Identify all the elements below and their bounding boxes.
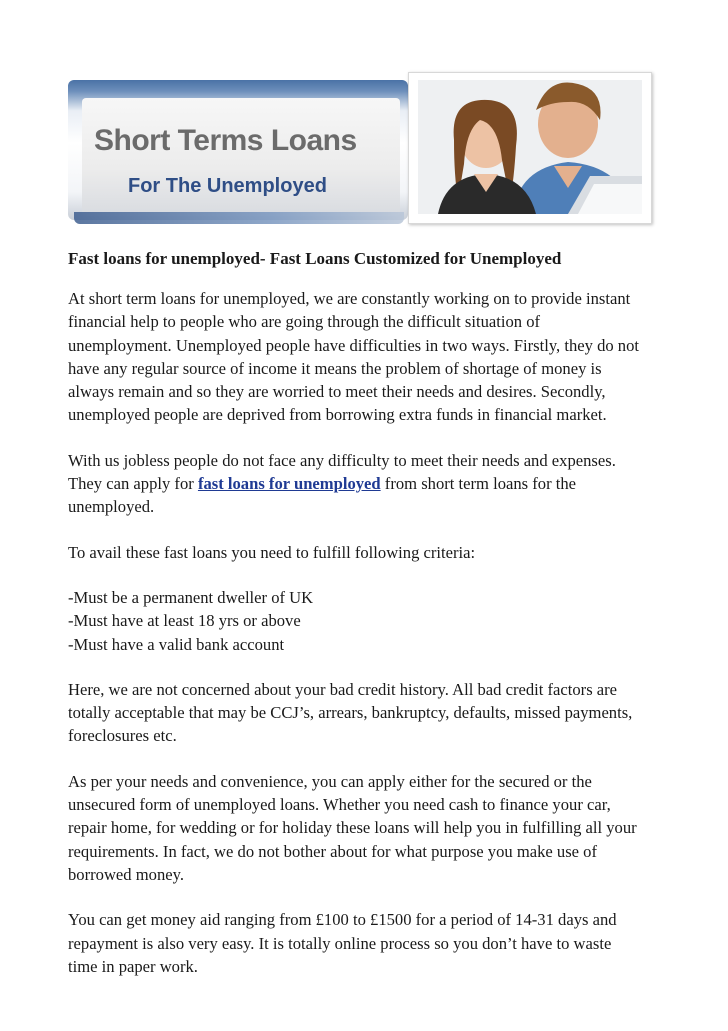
text-line: unemployed. — [68, 497, 155, 517]
text-line: totally acceptable that may be CCJ’s, arrears, bankruptcy, defaults, missed payments, — [68, 703, 633, 723]
couple-photo — [418, 80, 642, 214]
text-line: You can get money aid ranging from £100 to £1500 for a period of 14-31 days and — [68, 910, 617, 930]
text-line: always remain and so they are worried to meet their needs and desires. Secondly, — [68, 382, 606, 402]
text-line: unemployed people are deprived from borrowing extra funds in financial market. — [68, 405, 607, 425]
logo — [68, 80, 408, 220]
logo-subtitle: For The Unemployed — [128, 175, 327, 197]
text-segment: from short term loans for the — [380, 474, 577, 494]
text-line: repair home, for wedding or for holiday these loans will help you in fulfilling all your — [68, 818, 637, 838]
criteria-item: -Must have at least 18 yrs or above — [68, 611, 301, 631]
text-line: repayment is also very easy. It is totally online process so you don’t have to waste — [68, 933, 612, 953]
criteria-item: -Must have a valid bank account — [68, 634, 285, 654]
paragraph-bad-credit — [68, 678, 668, 748]
paragraph-apply — [68, 449, 668, 519]
criteria-item: -Must be a permanent dweller of UK — [68, 587, 314, 607]
article-heading: Fast loans for unemployed- Fast Loans Customized for Unemployed — [68, 249, 562, 268]
text-line: As per your needs and convenience, you can apply either for the secured or the — [68, 771, 592, 791]
article — [68, 248, 668, 1000]
text-line: time in paper work. — [68, 956, 198, 976]
text-line: At short term loans for unemployed, we are constantly working on to provide instant — [68, 289, 631, 308]
paragraph-loan-forms — [68, 770, 668, 886]
text-line: Here, we are not concerned about your bad credit history. All bad credit factors are — [68, 679, 618, 699]
paragraph-criteria-intro: To avail these fast loans you need to fulfill following criteria: — [68, 542, 476, 562]
text-line: With us jobless people do not face any difficulty to meet their needs and expenses. — [68, 450, 616, 470]
text-line: foreclosures etc. — [68, 726, 177, 746]
text-line: requirements. In fact, we do not bother about for what purpose you make use of — [68, 841, 597, 861]
text-line: unsecured form of unemployed loans. Whether you need cash to finance your car, — [68, 795, 611, 815]
text-line: unemployment. Unemployed people have difficulties in two ways. Firstly, they do not — [68, 335, 640, 355]
paragraph-amount — [68, 908, 668, 978]
text-line: borrowed money. — [68, 864, 184, 884]
paragraph-intro — [68, 287, 668, 427]
text-line: have any regular source of income it means the problem of shortage of money is — [68, 358, 602, 378]
logo-title: Short Terms Loans — [94, 124, 357, 157]
fast-loans-link[interactable]: fast loans for unemployed — [197, 474, 381, 494]
text-line — [68, 472, 668, 495]
text-segment: They can apply for — [68, 474, 198, 494]
criteria-list — [68, 586, 668, 656]
text-line: financial help to people who are going through the difficult situation of — [68, 312, 541, 332]
logo-bar — [74, 212, 404, 224]
couple-photo-illustration — [418, 80, 642, 214]
